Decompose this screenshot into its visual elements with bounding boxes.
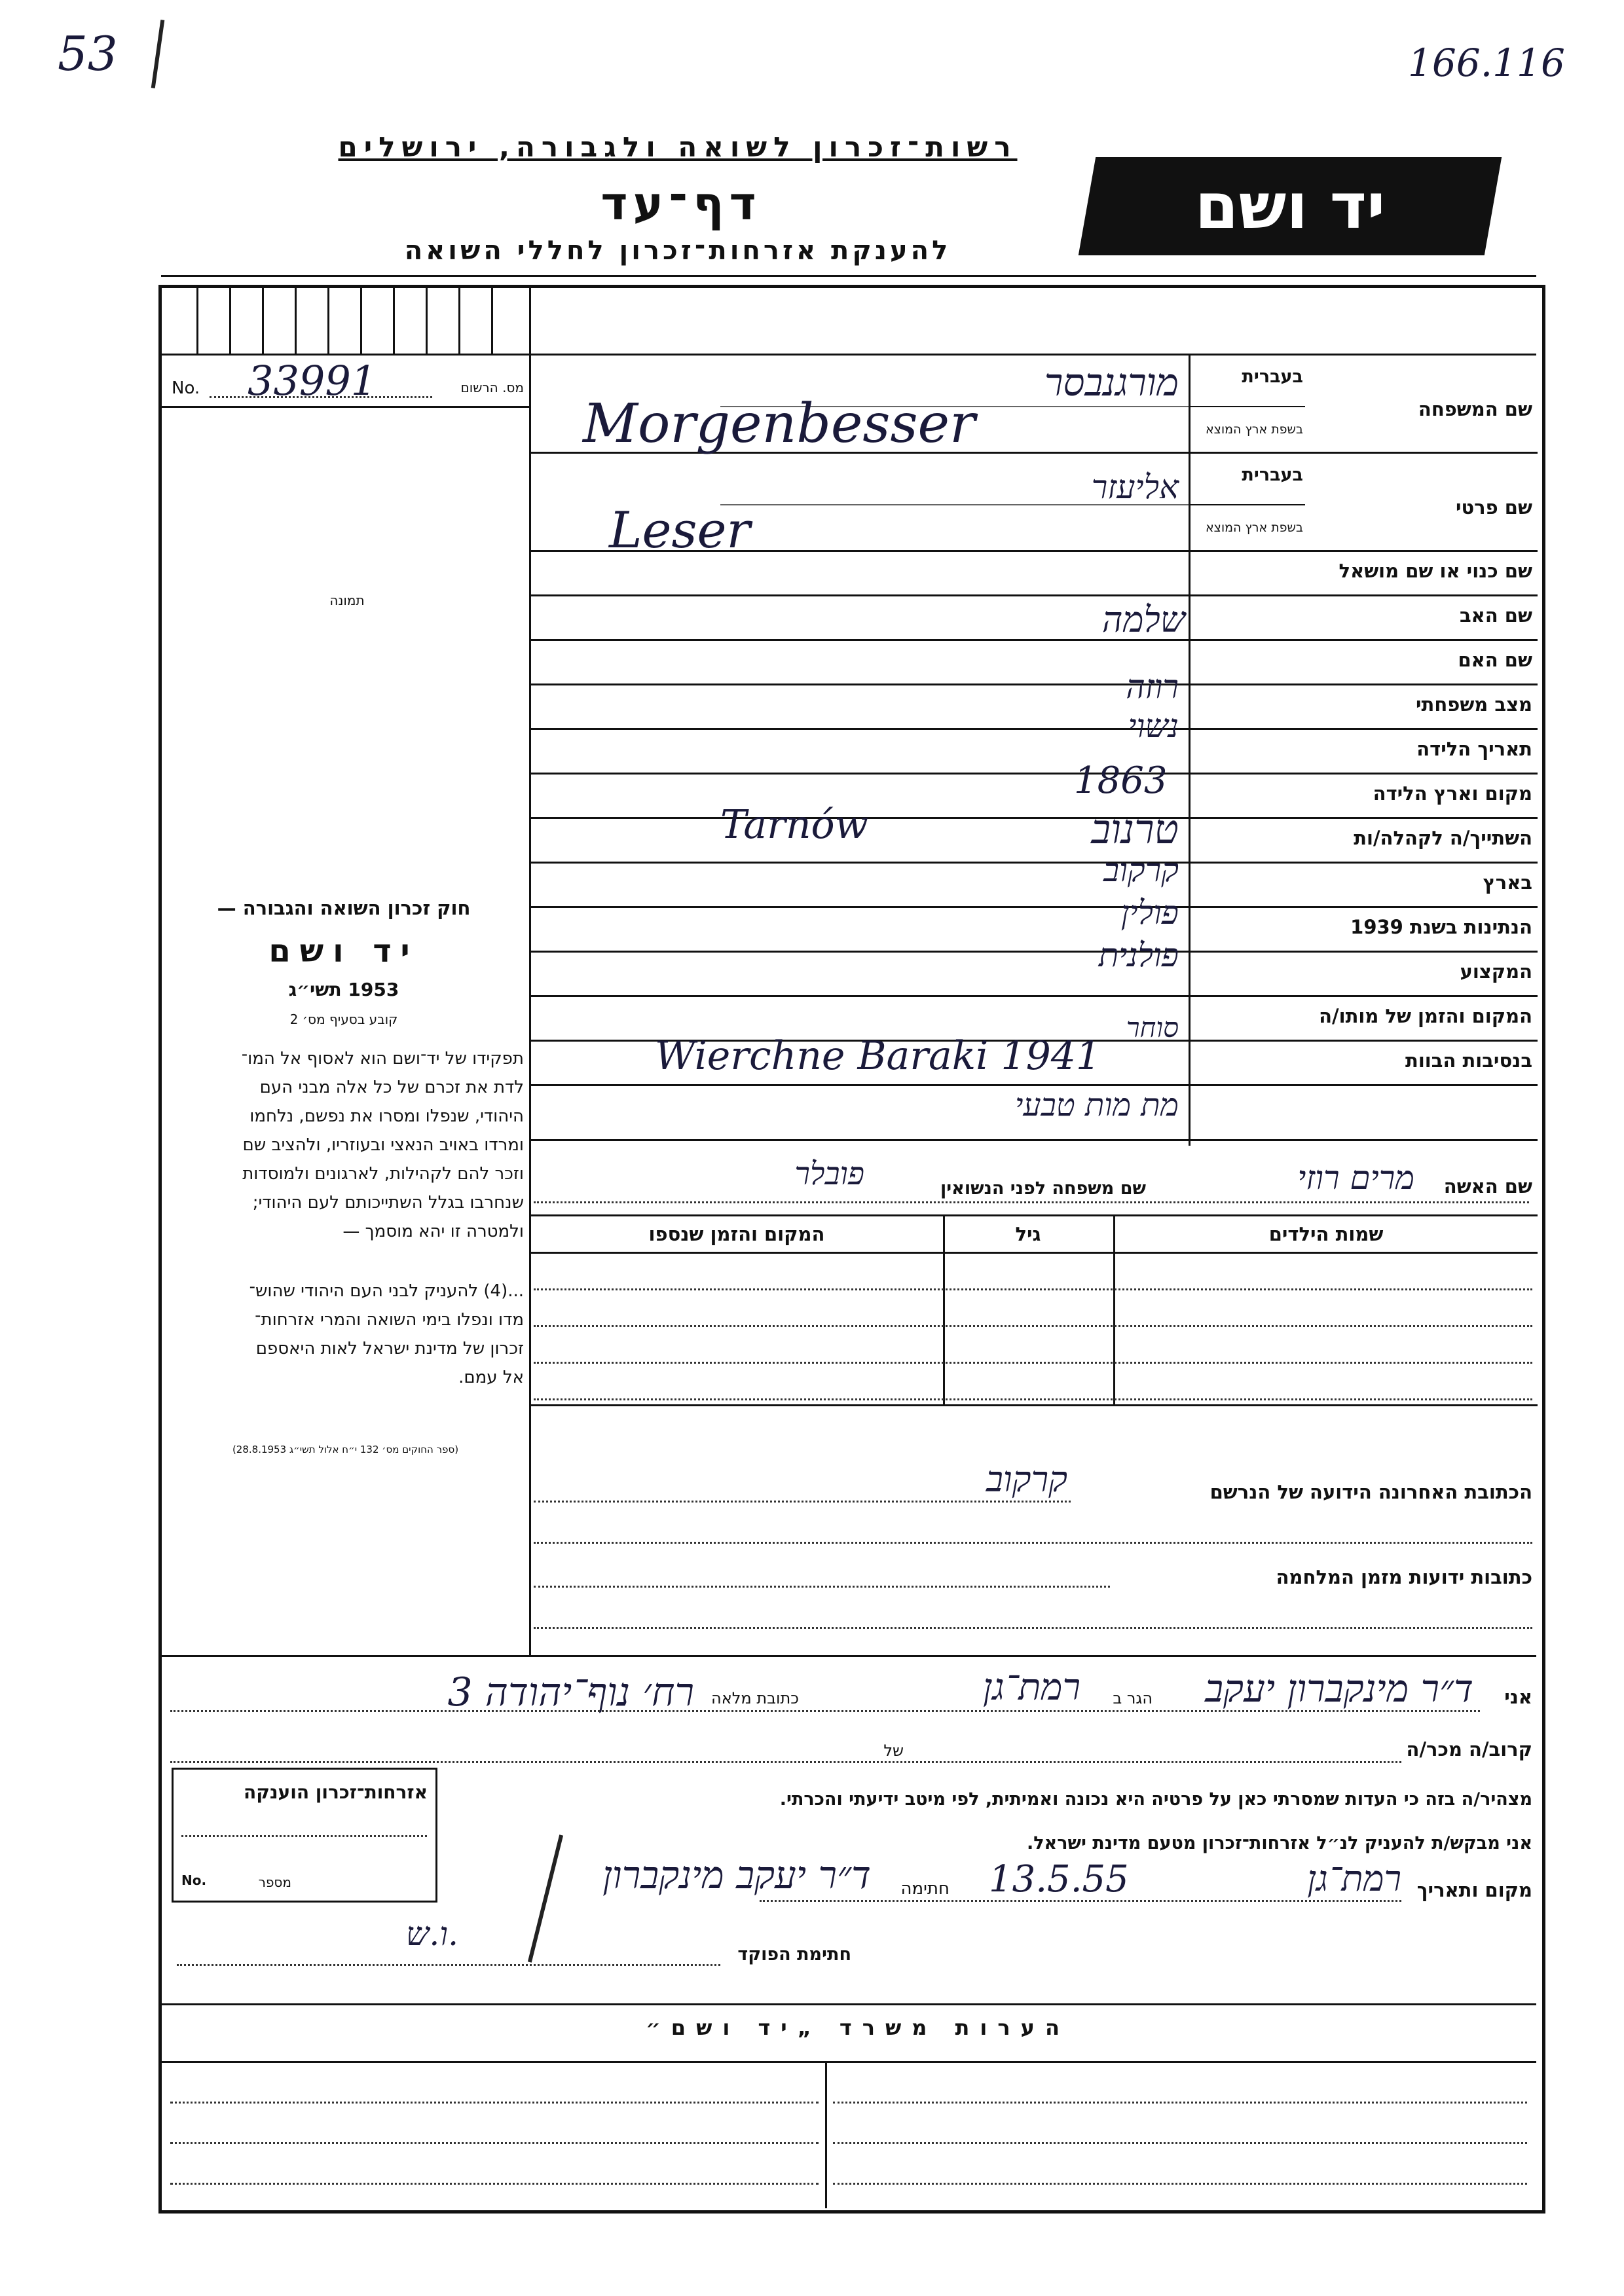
citizenship-value: פולנית bbox=[1098, 936, 1179, 974]
birth-place-label: מקום וארץ הלידה bbox=[1373, 782, 1532, 805]
children-age-header: גיל bbox=[1015, 1223, 1041, 1245]
nickname-label: שם כנוי או שם מושאל bbox=[1338, 560, 1532, 582]
country-value: פולין bbox=[1120, 894, 1179, 932]
photo-label: תמונה bbox=[329, 592, 365, 608]
father-value: שלמה bbox=[1101, 599, 1185, 640]
logo-text: יד ושם bbox=[1194, 170, 1386, 243]
officer-signature-label: חתימת הפוקד bbox=[737, 1944, 851, 1965]
full-address-label: כתובת מלאה bbox=[711, 1689, 799, 1707]
profession-value: סוחר bbox=[1126, 1011, 1179, 1044]
registration-number: 33991 bbox=[248, 357, 377, 405]
law-source: (ספר החוקים מס׳ 132 י״ח אלול תשי״ג 28.8.1953) bbox=[232, 1444, 459, 1455]
wife-value: מרים רוזי bbox=[1297, 1159, 1414, 1197]
first-name-origin-label: בשפת ארץ המוצא bbox=[1205, 520, 1303, 535]
declarant-city: רמת־גן bbox=[982, 1666, 1080, 1709]
first-name-hebrew-label: בעברית bbox=[1242, 465, 1303, 485]
page-number-right: 166.116 bbox=[1408, 41, 1565, 85]
first-name-label: שם פרטי bbox=[1455, 496, 1532, 519]
death-place-label: המקום והזמן של מותו/ה bbox=[1319, 1005, 1532, 1027]
place-date-label: מקום ותאריך bbox=[1416, 1879, 1532, 1901]
left-column-divider bbox=[529, 288, 531, 1656]
relative-label: קרוב/ה מכר/ה bbox=[1406, 1738, 1532, 1760]
birth-place-latin-value: Tarnów bbox=[720, 802, 868, 848]
children-row bbox=[534, 1288, 1532, 1290]
place-value: רמת־גן bbox=[1307, 1858, 1401, 1899]
children-place-header: המקום והזמן שנספו bbox=[648, 1223, 825, 1245]
request-text: אני מבקש/ת להעניק לנ״ל אזרחות־זכרון מטעם מדינת ישראל. bbox=[1026, 1833, 1532, 1853]
corner-stroke bbox=[151, 20, 165, 88]
marital-label: מצב משפחתי bbox=[1415, 693, 1532, 716]
community-value: קרקוב bbox=[1103, 851, 1179, 889]
law-year: 1953 תשי״ג bbox=[288, 979, 399, 1000]
marital-value: נשוי bbox=[1128, 707, 1179, 745]
declaration-text: מצהיר/ה בזה כי העדות שמסרתי כאן על פרטיה היא נכונה ואמיתית, לפי מיטב ידיעתי והכרתי. bbox=[779, 1789, 1532, 1810]
community-label: השתייך/ה לקהלה/ות bbox=[1354, 827, 1532, 849]
citizenship-box-title: אזרחות־זכרון הוענקה bbox=[244, 1781, 428, 1803]
law-name: יד ושם bbox=[268, 933, 419, 970]
of-label: של bbox=[883, 1741, 904, 1760]
mother-value: רוזה bbox=[1126, 668, 1179, 706]
declarant-ani: אני bbox=[1504, 1686, 1532, 1708]
yad-vashem-logo bbox=[1079, 157, 1502, 255]
birth-date-value: 1863 bbox=[1074, 759, 1168, 802]
children-row bbox=[534, 1398, 1532, 1400]
maiden-value: פובלר bbox=[794, 1156, 864, 1192]
citizenship-box bbox=[172, 1768, 437, 1903]
maiden-label: שם משפחה לפני הנשואין bbox=[940, 1178, 1146, 1199]
declarant-name: ד״ר מינקברון יעקב bbox=[1205, 1666, 1473, 1711]
registration-no-label: No. bbox=[172, 378, 200, 398]
family-name-hebrew-value: מורגנבסר bbox=[1044, 360, 1179, 405]
law-title: חוק זכרון השואה והגבורה — bbox=[217, 897, 471, 919]
last-address-value: קרקוב bbox=[986, 1459, 1067, 1500]
form-title: דף־עד bbox=[600, 177, 762, 230]
page-number-left: 53 bbox=[58, 26, 118, 81]
law-clause: קובע בסעיף מס׳ 2 bbox=[289, 1011, 398, 1027]
profession-label: המקצוע bbox=[1460, 960, 1532, 983]
law-paragraph-2: ...(4) להעניק לבני העם היהודי שהוש־ מדו ונפלו בימי השואה והמרי אזרחות־ זכרון של מדינת ישראל לאות היאספם אל עמם. bbox=[249, 1281, 524, 1387]
last-address-label: הכתובת האחרונה הידועה של הנרשם bbox=[1209, 1481, 1532, 1503]
law-paragraph-1: תפקידו של יד־ושם הוא לאסוף אל המו־ לדת את זכרם של כל אלה מבני העם היהודי, שנפלו ומסרו את נפשם, נלחמו ומרדו באויב הנאצי ובעוזריו, ולהציב שם וזכר להם לקהילות, לארגונים ולמוסדות שנחרבו בגלל השתייכותם לעם היהודי; ולמטרה זו יהא מוסמך — bbox=[241, 1049, 524, 1241]
form-subtitle: להענקת אזרחות־זכרון לחללי השואה bbox=[404, 236, 951, 266]
signature-value: ד״ר יעקב מינקברון bbox=[602, 1853, 871, 1897]
full-address-value: רח׳ נוף־יהודה 3 bbox=[447, 1669, 694, 1715]
signature-label: חתימה bbox=[900, 1879, 950, 1899]
children-row bbox=[534, 1362, 1532, 1364]
family-name-hebrew-label: בעברית bbox=[1242, 367, 1303, 387]
citizenship-box-no: No. bbox=[181, 1872, 207, 1888]
father-label: שם האב bbox=[1459, 604, 1532, 627]
first-name-hebrew-value: אליעזר bbox=[1091, 468, 1179, 506]
citizenship-box-number: מספר bbox=[258, 1874, 291, 1890]
family-name-origin-value: Morgenbesser bbox=[583, 393, 976, 455]
death-circumstances-value: מת מות טבעי bbox=[1014, 1087, 1179, 1123]
registration-no-heb: מס. הרשום bbox=[460, 380, 524, 395]
death-place-value: Wierchne Baraki 1941 bbox=[655, 1033, 1101, 1079]
wife-label: שם האשה bbox=[1443, 1175, 1532, 1197]
officer-signature: ו.ש. bbox=[406, 1915, 458, 1953]
death-circumstances-label: בנסיבות הבוות bbox=[1405, 1049, 1532, 1072]
family-name-label: שם המשפחה bbox=[1418, 398, 1532, 420]
children-row bbox=[534, 1325, 1532, 1327]
notes-title: הערות משרד „יד ושם״ bbox=[646, 2015, 1070, 2040]
citizenship-label: הנתינות בשנת 1939 bbox=[1350, 916, 1532, 938]
declarant-lives: הגר ב bbox=[1113, 1689, 1153, 1707]
label-column-divider bbox=[1189, 354, 1190, 1146]
children-names-header: שמות הילדים bbox=[1268, 1223, 1384, 1245]
family-name-origin-label: בשפת ארץ המוצא bbox=[1205, 422, 1303, 437]
date-value: 13.5.55 bbox=[989, 1858, 1129, 1901]
mother-label: שם האם bbox=[1458, 649, 1532, 671]
birth-place-value: טרנוב bbox=[1091, 805, 1179, 853]
country-label: בארץ bbox=[1483, 871, 1532, 894]
war-address-label: כתובות ידועות מזמן המלחמה bbox=[1276, 1566, 1532, 1588]
authority-header: רשות־זכרון לשואה ולגבורה, ירושלים bbox=[338, 131, 1018, 163]
first-name-origin-value: Leser bbox=[609, 501, 750, 559]
birth-date-label: תאריך הלידה bbox=[1416, 738, 1532, 760]
